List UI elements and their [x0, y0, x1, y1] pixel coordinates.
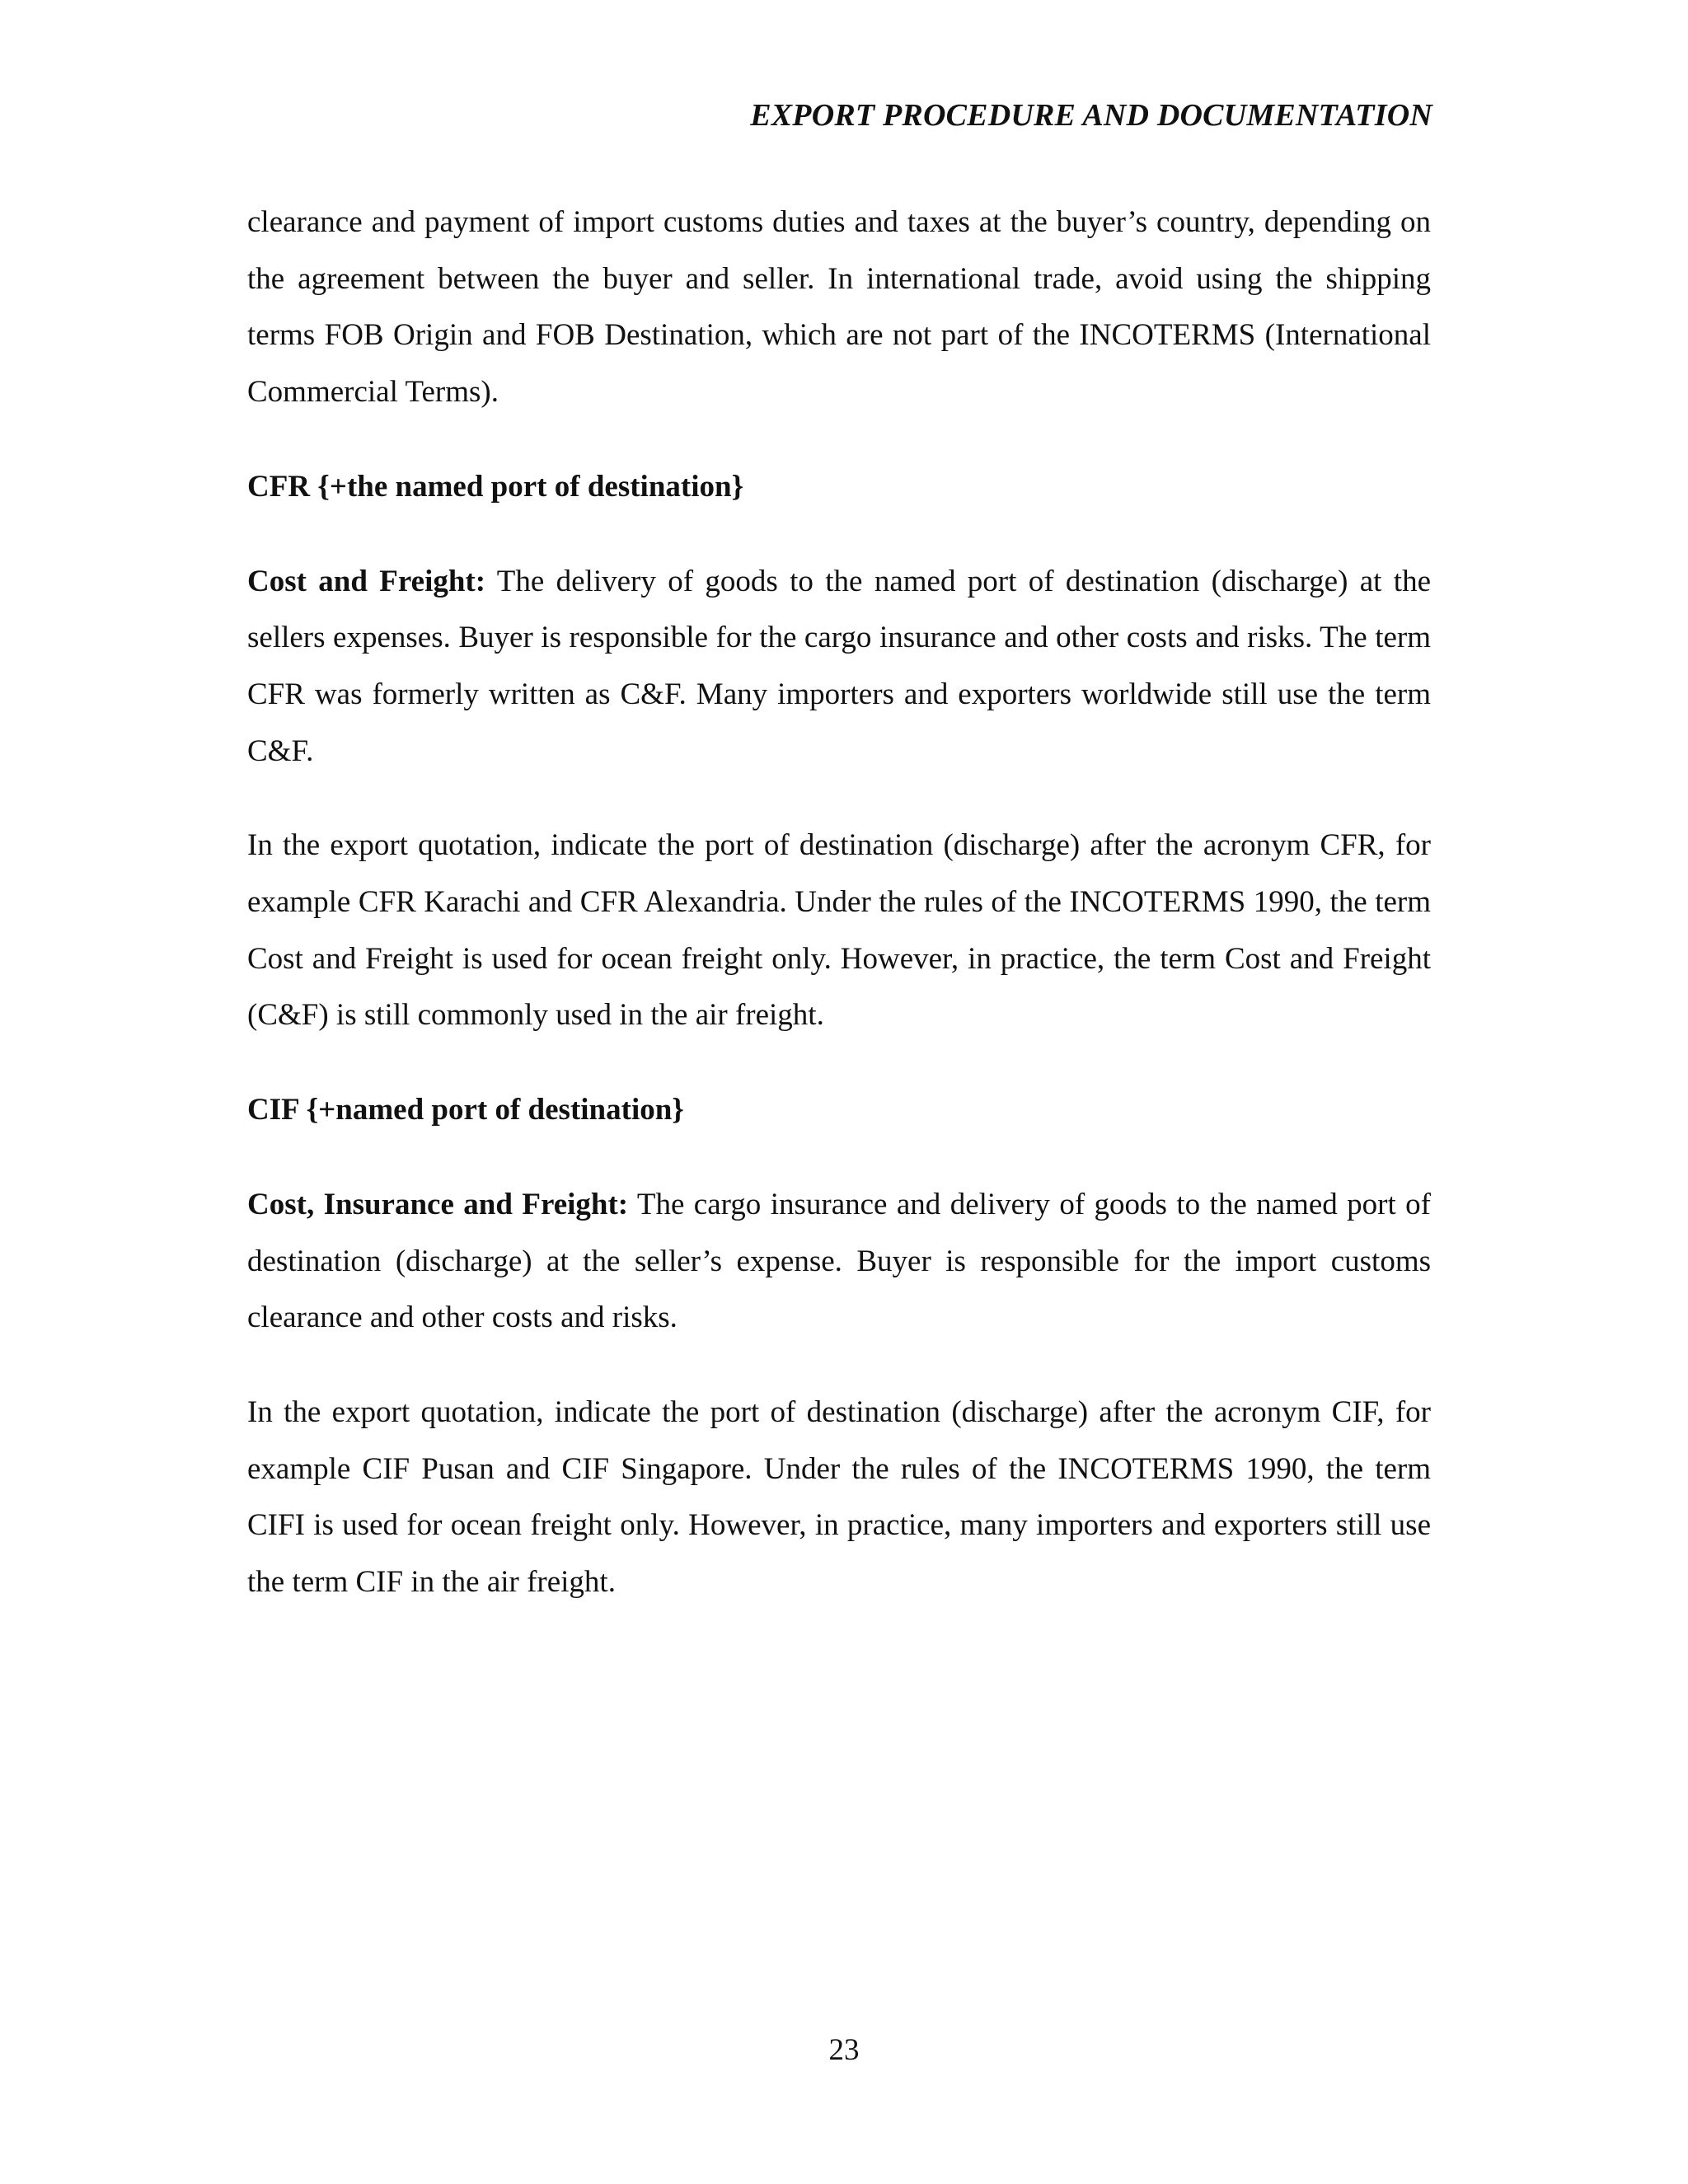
page-number: 23: [828, 2033, 860, 2067]
cfr-definition-paragraph: [247, 554, 1431, 780]
cif-quotation-paragraph: In the export quotation, indicate the port of destination (discharge) after the acronym CIF, for example CIF Pusan and CIF Singapore. Under the rules of the INCOTERMS 1990, the term CIFI is used for ocean freight only. However, in practice, many importers and exporters still use the term CIF in the air freight.: [247, 1394, 1431, 1600]
document-body: [247, 194, 1431, 1611]
cif-definition-text: The cargo insurance and delivery of goods to the named port of destination (discharge) at the seller’s expense. Buyer is responsible for the import customs clearance and other costs and risks.: [247, 1187, 1431, 1335]
cfr-heading: CFR {+the named port of destination}: [247, 469, 744, 504]
cif-definition-paragraph: [247, 1177, 1431, 1347]
cfr-definition-term: Cost and Freight:: [247, 564, 486, 598]
intro-paragraph: clearance and payment of import customs duties and taxes at the buyer’s country, depending on the agreement between the buyer and seller. In international trade, avoid using the shipping terms FOB Origin and FOB Destination, which are not part of the INCOTERMS (International Commercial Terms).: [247, 205, 1431, 410]
cif-definition-term: Cost, Insurance and Freight:: [247, 1187, 629, 1221]
running-header: EXPORT PROCEDURE AND DOCUMENTATION: [750, 98, 1432, 133]
cif-heading: CIF {+named port of destination}: [247, 1093, 684, 1127]
cfr-quotation-paragraph: In the export quotation, indicate the port of destination (discharge) after the acronym CFR, for example CFR Karachi and CFR Alexandria. Under the rules of the INCOTERMS 1990, the term Cost and Freight is used for ocean freight only. However, in practice, the term Cost and Freight (C&F) is still commonly used in the air freight.: [247, 828, 1431, 1033]
cfr-definition-text: The delivery of goods to the named port of destination (discharge) at the sellers expenses. Buyer is responsible for the cargo insurance and other costs and risks. The term CFR was formerly written as C&F. Many importers and exporters worldwide still use the term C&F.: [247, 564, 1431, 768]
